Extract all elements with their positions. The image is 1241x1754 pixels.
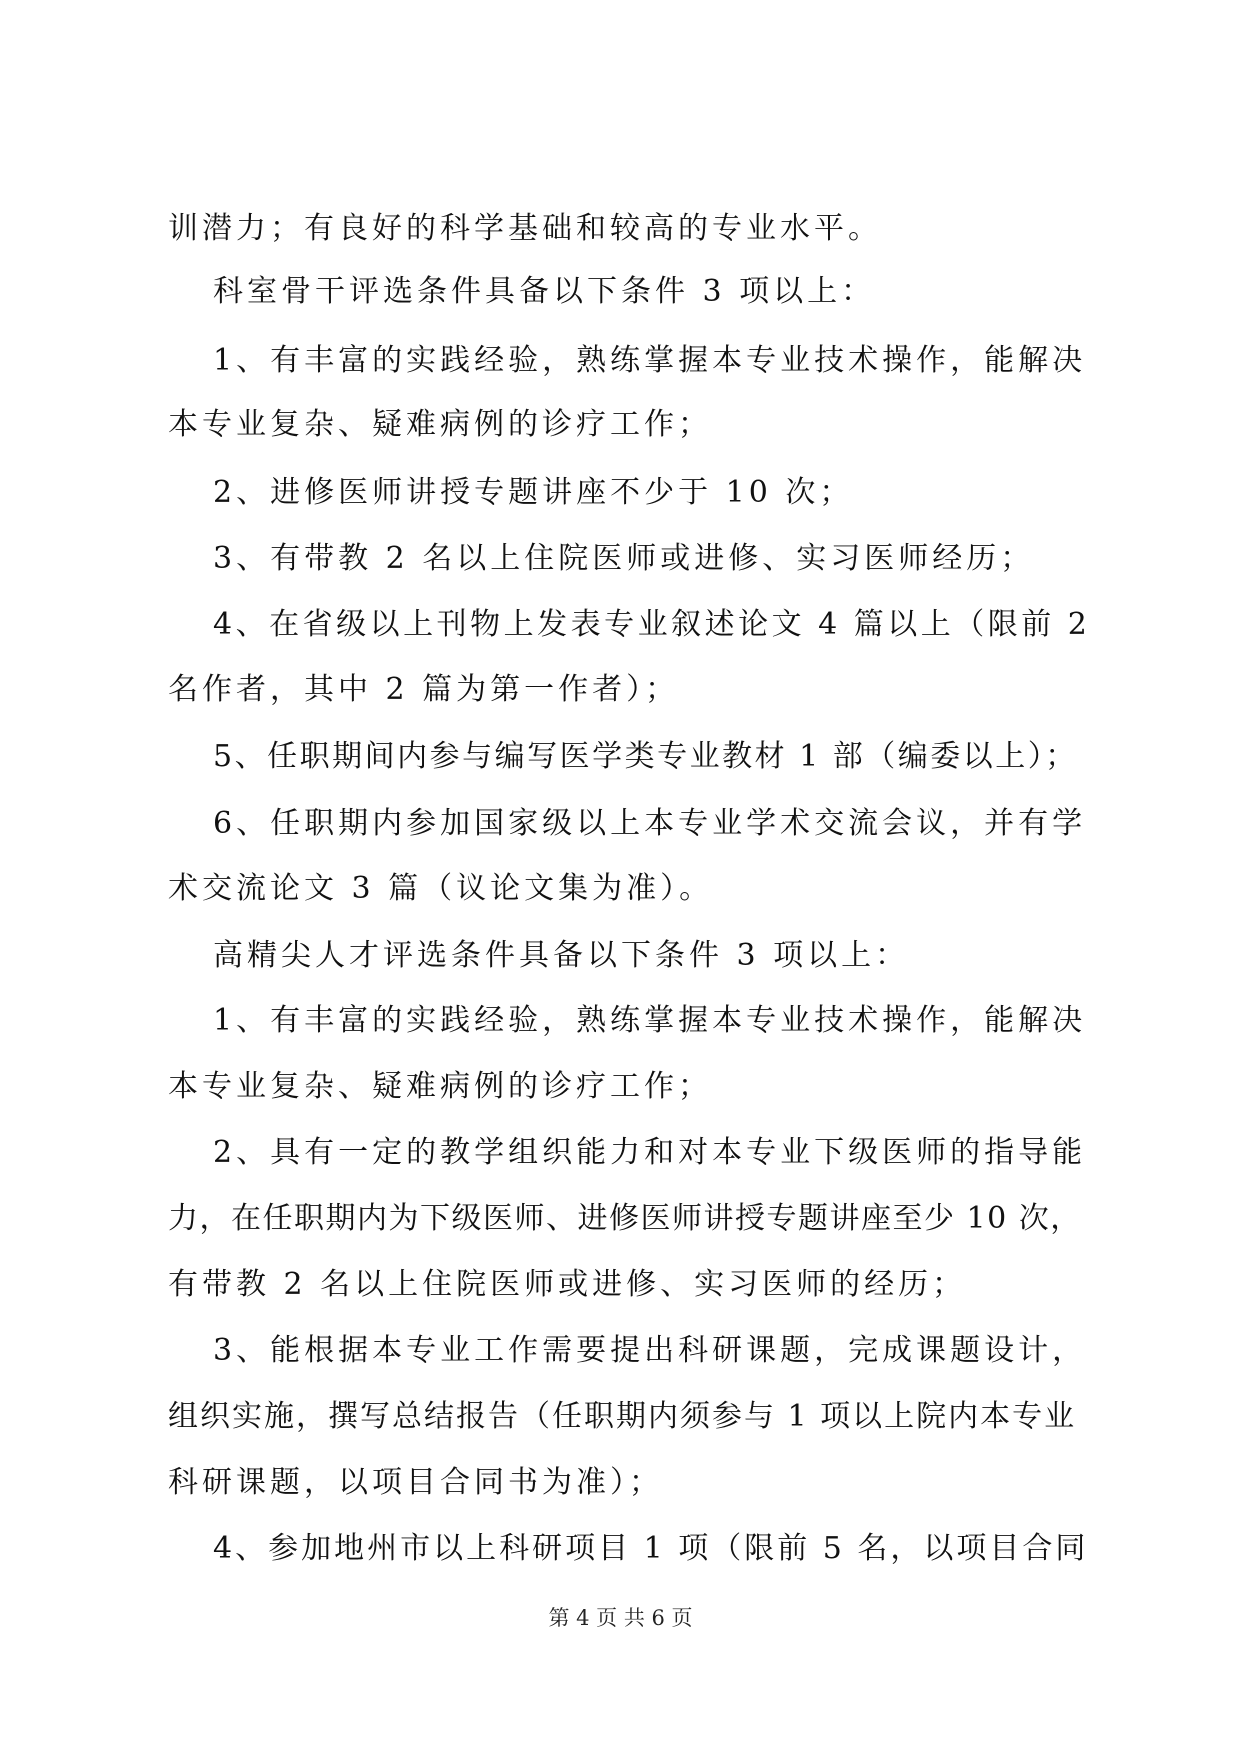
- paragraph-line: 2、具有一定的教学组织能力和对本专业下级医师的指导能: [213, 1135, 1087, 1170]
- paragraph-line: 6、任职期内参加国家级以上本专业学术交流会议，并有学: [213, 806, 1087, 841]
- paragraph-line: 3、能根据本专业工作需要提出科研课题，完成课题设计，: [213, 1333, 1087, 1368]
- paragraph-line: 术交流论文 3 篇（议论文集为准）。: [168, 871, 714, 906]
- paragraph-line: 力，在任职期内为下级医师、进修医师讲授专题讲座至少 10 次，: [168, 1201, 1082, 1236]
- paragraph-line: 科研课题，以项目合同书为准）；: [168, 1465, 663, 1500]
- paragraph-line: 4、在省级以上刊物上发表专业叙述论文 4 篇以上（限前 2: [213, 607, 1091, 642]
- paragraph-line: 4、参加地州市以上科研项目 1 项（限前 5 名，以项目合同: [213, 1531, 1089, 1566]
- paragraph-line: 5、任职期间内参与编写医学类专业教材 1 部（编委以上）；: [213, 739, 1078, 774]
- paragraph-line: 组织实施，撰写总结报告（任职期内须参与 1 项以上院内本专业: [168, 1399, 1077, 1434]
- paragraph-line: 科室骨干评选条件具备以下条件 3 项以上：: [213, 274, 876, 309]
- paragraph-line: 3、有带教 2 名以上住院医师或进修、实习医师经历；: [213, 541, 1035, 576]
- paragraph-line: 本专业复杂、疑难病例的诊疗工作；: [168, 407, 712, 442]
- paragraph-line: 1、有丰富的实践经验，熟练掌握本专业技术操作，能解决: [213, 1003, 1087, 1038]
- paragraph-line: 训潜力；有良好的科学基础和较高的专业水平。: [168, 211, 882, 246]
- paragraph-line: 高精尖人才评选条件具备以下条件 3 项以上：: [213, 938, 910, 973]
- paragraph-line: 2、进修医师讲授专题讲座不少于 10 次；: [213, 475, 854, 510]
- paragraph-line: 1、有丰富的实践经验，熟练掌握本专业技术操作，能解决: [213, 343, 1087, 378]
- paragraph-line: 名作者，其中 2 篇为第一作者）；: [168, 672, 680, 707]
- paragraph-line: 本专业复杂、疑难病例的诊疗工作；: [168, 1069, 712, 1104]
- paragraph-line: 有带教 2 名以上住院医师或进修、实习医师的经历；: [168, 1267, 967, 1302]
- page-number-footer: 第 4 页 共 6 页: [548, 1606, 693, 1630]
